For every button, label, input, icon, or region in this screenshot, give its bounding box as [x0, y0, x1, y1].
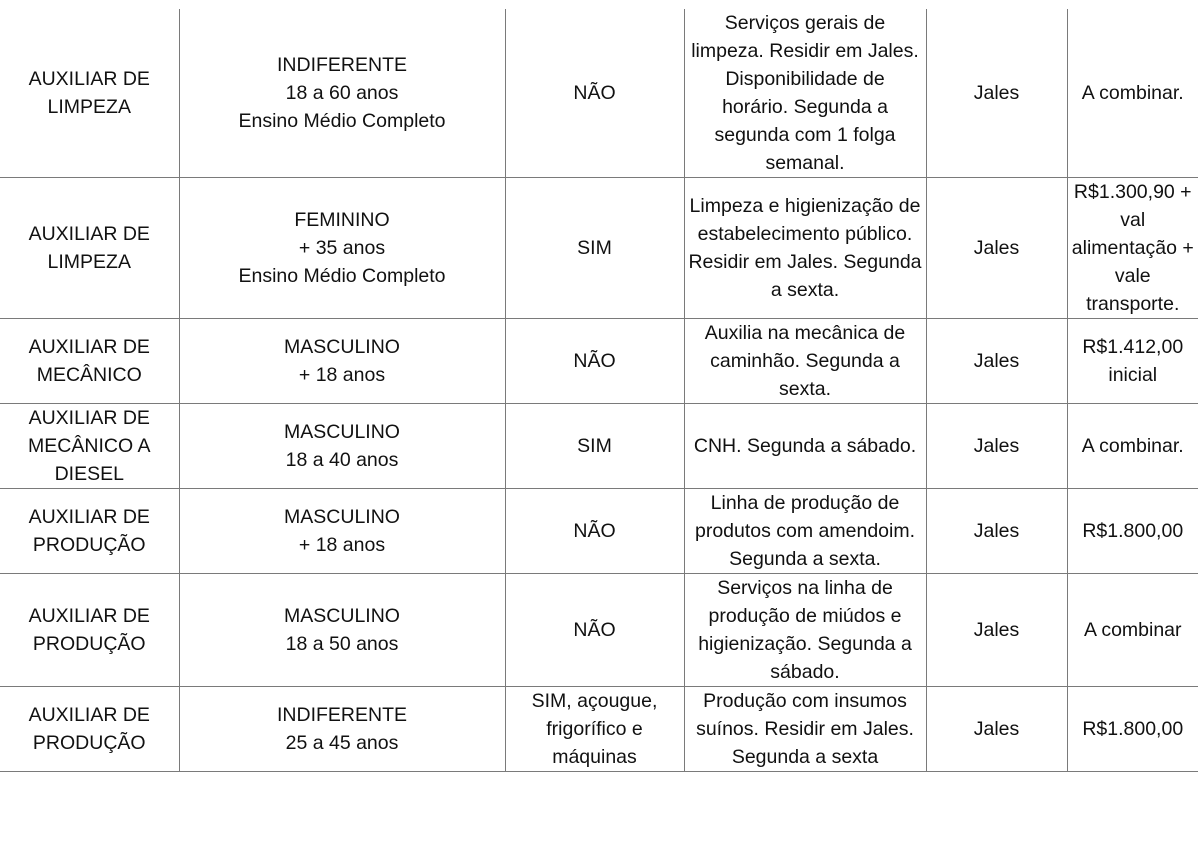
- city-cell: Jales: [926, 319, 1067, 404]
- salary-cell: [1067, 9, 1198, 178]
- salary-cell: [1067, 404, 1198, 489]
- experience-cell: [505, 178, 684, 319]
- job-title-line: AUXILIAR DE: [28, 704, 150, 726]
- salary-cell: [1067, 574, 1198, 687]
- job-title-line: AUXILIAR DE: [28, 68, 150, 90]
- experience-line: SIM, açougue,: [531, 690, 658, 712]
- job-listings-table: [0, 9, 1198, 772]
- job-description-line: a sexta.: [770, 279, 840, 301]
- experience-cell: [505, 404, 684, 489]
- table-row: [0, 489, 1198, 574]
- job-description-cell: [684, 178, 926, 319]
- candidate-profile-cell: [179, 9, 505, 178]
- candidate-profile-line: MASCULINO: [284, 336, 400, 358]
- job-description-line: sexta.: [778, 378, 832, 400]
- city-cell: Jales: [926, 574, 1067, 687]
- city-cell: Jales: [926, 687, 1067, 772]
- job-description-line: Segunda a sexta.: [729, 548, 881, 570]
- job-description-line: Serviços na linha de: [717, 577, 893, 599]
- experience-line: NÃO: [573, 619, 616, 641]
- candidate-profile-line: 25 a 45 anos: [285, 732, 399, 754]
- job-description-line: caminhão. Segunda a: [710, 350, 900, 372]
- experience-line: SIM: [577, 435, 612, 457]
- job-description-line: Limpeza e higienização de: [689, 195, 921, 217]
- job-title-line: PRODUÇÃO: [32, 633, 146, 655]
- salary-line: A combinar: [1083, 619, 1182, 641]
- candidate-profile-line: 18 a 50 anos: [285, 633, 399, 655]
- experience-line: máquinas: [552, 746, 637, 768]
- experience-cell: [505, 9, 684, 178]
- salary-cell: [1067, 687, 1198, 772]
- job-description-line: Linha de produção de: [710, 492, 900, 514]
- job-description-line: higienização. Segunda a: [698, 633, 912, 655]
- job-description-line: semanal.: [765, 152, 845, 174]
- job-title-line: AUXILIAR DE: [28, 605, 150, 627]
- candidate-profile-cell: [179, 687, 505, 772]
- job-title-cell: [0, 687, 179, 772]
- table-row: [0, 404, 1198, 489]
- job-description-line: segunda com 1 folga: [714, 124, 896, 146]
- job-title-line: PRODUÇÃO: [32, 732, 146, 754]
- job-title-line: AUXILIAR DE: [28, 506, 150, 528]
- experience-cell: [505, 574, 684, 687]
- job-title-cell: [0, 9, 179, 178]
- candidate-profile-line: MASCULINO: [284, 506, 400, 528]
- experience-cell: [505, 489, 684, 574]
- job-description-line: sábado.: [770, 661, 840, 683]
- city-cell: Jales: [926, 9, 1067, 178]
- candidate-profile-cell: [179, 404, 505, 489]
- candidate-profile-cell: [179, 178, 505, 319]
- experience-line: NÃO: [573, 82, 616, 104]
- job-title-cell: [0, 404, 179, 489]
- salary-cell: [1067, 489, 1198, 574]
- experience-line: NÃO: [573, 520, 616, 542]
- job-title-line: AUXILIAR DE: [28, 223, 150, 245]
- candidate-profile-line: MASCULINO: [284, 605, 400, 627]
- experience-cell: [505, 319, 684, 404]
- table-row: [0, 574, 1198, 687]
- job-description-line: Segunda a sexta: [731, 746, 879, 768]
- job-title-cell: [0, 574, 179, 687]
- job-title-line: LIMPEZA: [47, 251, 131, 273]
- job-description-line: horário. Segunda a: [722, 96, 888, 118]
- job-description-cell: [684, 574, 926, 687]
- job-description-cell: [684, 404, 926, 489]
- job-title-line: AUXILIAR DE: [28, 336, 150, 358]
- city-cell: Jales: [926, 404, 1067, 489]
- city-cell: Jales: [926, 178, 1067, 319]
- salary-line: alimentação +: [1071, 237, 1194, 259]
- job-title-line: DIESEL: [54, 463, 124, 485]
- job-title-line: MECÂNICO A: [28, 435, 151, 457]
- salary-cell: [1067, 178, 1198, 319]
- job-title-line: MECÂNICO: [36, 364, 142, 386]
- salary-line: R$1.412,00: [1082, 336, 1184, 358]
- candidate-profile-line: Ensino Médio Completo: [238, 265, 446, 287]
- candidate-profile-line: + 35 anos: [298, 237, 386, 259]
- job-listings-body: [0, 9, 1198, 772]
- job-description-cell: [684, 687, 926, 772]
- table-row: [0, 687, 1198, 772]
- candidate-profile-line: FEMININO: [294, 209, 390, 231]
- candidate-profile-cell: [179, 319, 505, 404]
- salary-line: R$1.800,00: [1082, 520, 1184, 542]
- job-description-line: CNH. Segunda a sábado.: [693, 435, 917, 457]
- candidate-profile-line: + 18 anos: [298, 364, 386, 386]
- salary-cell: [1067, 319, 1198, 404]
- job-description-line: limpeza. Residir em Jales.: [691, 40, 919, 62]
- candidate-profile-line: MASCULINO: [284, 421, 400, 443]
- salary-line: R$1.800,00: [1082, 718, 1184, 740]
- experience-line: NÃO: [573, 350, 616, 372]
- table-row: [0, 9, 1198, 178]
- salary-line: vale: [1114, 265, 1151, 287]
- salary-line: transporte.: [1086, 293, 1180, 315]
- candidate-profile-line: Ensino Médio Completo: [238, 110, 446, 132]
- candidate-profile-line: INDIFERENTE: [276, 54, 407, 76]
- job-description-line: produtos com amendoim.: [694, 520, 916, 542]
- job-description-line: Produção com insumos: [703, 690, 907, 712]
- job-description-line: suínos. Residir em Jales.: [696, 718, 914, 740]
- salary-line: A combinar.: [1081, 82, 1184, 104]
- job-description-cell: [684, 319, 926, 404]
- candidate-profile-line: INDIFERENTE: [276, 704, 407, 726]
- experience-line: SIM: [577, 237, 612, 259]
- table-row: [0, 178, 1198, 319]
- job-description-line: Disponibilidade de: [725, 68, 885, 90]
- salary-line: val: [1120, 209, 1146, 231]
- city-cell: Jales: [926, 489, 1067, 574]
- salary-line: A combinar.: [1081, 435, 1184, 457]
- candidate-profile-line: 18 a 60 anos: [285, 82, 399, 104]
- job-description-line: produção de miúdos e: [708, 605, 902, 627]
- candidate-profile-cell: [179, 489, 505, 574]
- table-row: [0, 319, 1198, 404]
- salary-line: inicial: [1108, 364, 1158, 386]
- job-description-line: Residir em Jales. Segunda: [688, 251, 922, 273]
- experience-cell: [505, 687, 684, 772]
- job-description-line: estabelecimento público.: [697, 223, 913, 245]
- job-description-cell: [684, 489, 926, 574]
- salary-line: R$1.300,90 +: [1073, 181, 1192, 203]
- job-title-line: PRODUÇÃO: [32, 534, 146, 556]
- job-title-cell: [0, 178, 179, 319]
- candidate-profile-cell: [179, 574, 505, 687]
- job-title-line: AUXILIAR DE: [28, 407, 150, 429]
- job-description-line: Serviços gerais de: [724, 12, 886, 34]
- job-title-cell: [0, 489, 179, 574]
- candidate-profile-line: + 18 anos: [298, 534, 386, 556]
- job-description-cell: [684, 9, 926, 178]
- job-description-line: Auxilia na mecânica de: [704, 322, 906, 344]
- candidate-profile-line: 18 a 40 anos: [285, 449, 399, 471]
- experience-line: frigorífico e: [546, 718, 643, 740]
- job-title-cell: [0, 319, 179, 404]
- job-title-line: LIMPEZA: [47, 96, 131, 118]
